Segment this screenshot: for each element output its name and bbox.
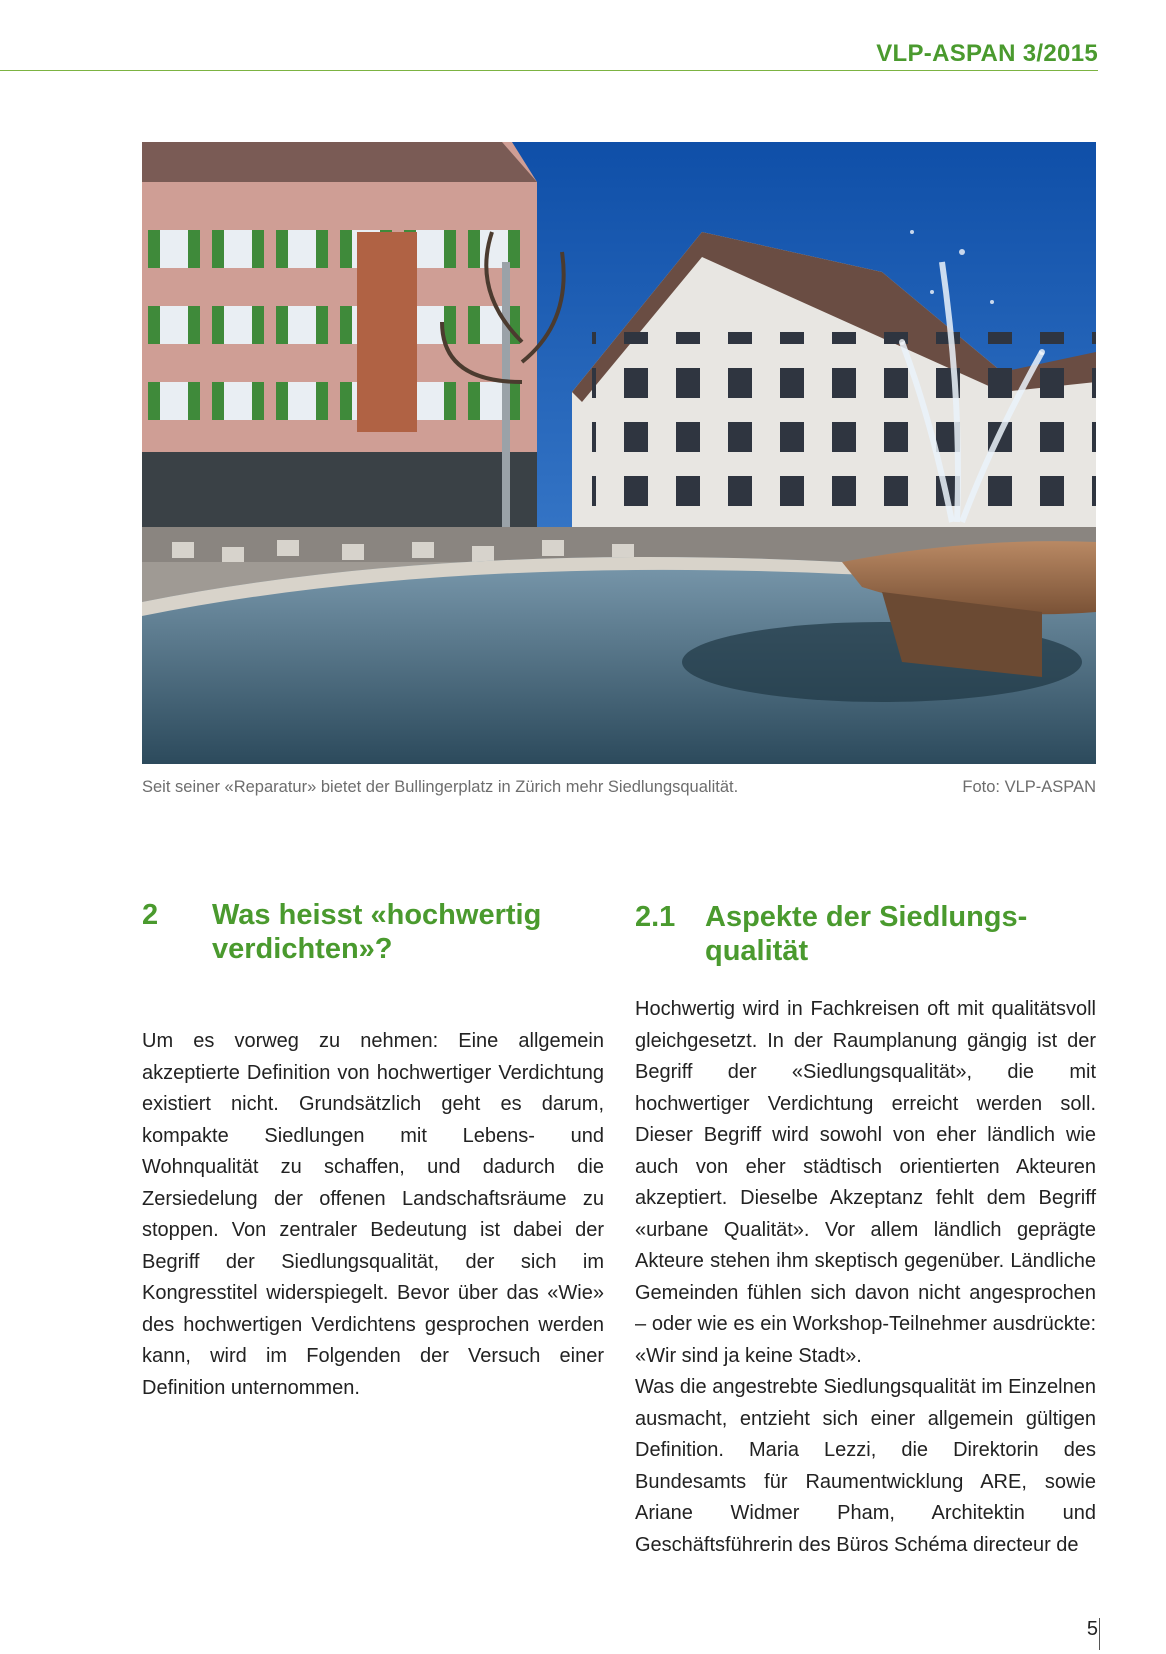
section-2-title <box>212 898 541 966</box>
section-2-paragraph: Um es vorweg zu nehmen: Eine allgemein akzeptierte Definition von hochwertiger Verdichtung existiert nicht. Grundsätzlich geht es darum, kompakte Siedlungen mit Lebens- und Wohnqualität zu schaffen, und dadurch die Zersiedelung der offenen Landschaftsräume zu stoppen. Von zentraler Bedeutung ist dabei der Begriff der Siedlungsqualität, der sich im Kongresstitel widerspiegelt. Bevor über das «Wie» des hochwertigen Verdichtens gesprochen werden kann, wird im Folgenden der Versuch einer Definition unternommen. <box>142 1030 604 1399</box>
section-2-1-body <box>635 994 1096 1561</box>
section-2-1-paragraph-2: Was die angestrebte Siedlungsqualität im Einzelnen ausmacht, entzieht sich einer allgemein gültigen Definition. Maria Lezzi, die Direktorin des Bundesamts für Raumentwicklung ARE, sowie Ariane Widmer Pham, Architektin und Geschäftsführerin des Büros Schéma directeur de <box>635 1376 1096 1556</box>
journal-title: VLP-ASPAN 3/2015 <box>876 40 1098 67</box>
bullingerplatz-photo <box>142 142 1096 764</box>
section-2-1-number: 2.1 <box>635 901 676 933</box>
section-2-1-paragraph-1: Hochwertig wird in Fachkreisen oft mit qualitätsvoll gleichgesetzt. In der Raumplanung gängig ist der Begriff der «Siedlungsqualität», die mit hochwertiger Verdichtung erreicht werden soll. Dieser Begriff wird sowohl von eher ländlich wie auch von eher städtisch orientierten Akteuren akzeptiert. Dieselbe Akzeptanz fehlt dem Begriff «urbane Qualität». Vor allem ländlich geprägte Akteure stehen ihm skeptisch gegenüber. Ländliche Gemeinden fühlen sich davon nicht angesprochen – oder wie es ein Workshop-Teilnehmer ausdrückte: «Wir sind ja keine Stadt». <box>635 998 1096 1367</box>
section-2-body <box>142 1026 604 1404</box>
page-number: 5 <box>1086 1618 1098 1640</box>
figure-caption <box>142 778 1096 797</box>
page-number-bar <box>1099 1618 1100 1650</box>
section-2-title-line1: Was heisst «hochwertig <box>212 899 542 931</box>
caption-text: Seit seiner «Reparatur» bietet der Bullingerplatz in Zürich mehr Siedlungsqualität. <box>142 778 739 796</box>
photo-credit: Foto: VLP-ASPAN <box>962 778 1096 796</box>
header-rule <box>0 70 1098 71</box>
section-2-1-title-line1: Aspekte der Siedlungs- <box>705 901 1028 933</box>
section-2-1-title <box>705 900 1027 968</box>
section-2-number: 2 <box>142 899 159 931</box>
section-2-title-line2: verdichten»? <box>212 933 393 965</box>
section-2-1-title-line2: qualität <box>705 935 809 967</box>
